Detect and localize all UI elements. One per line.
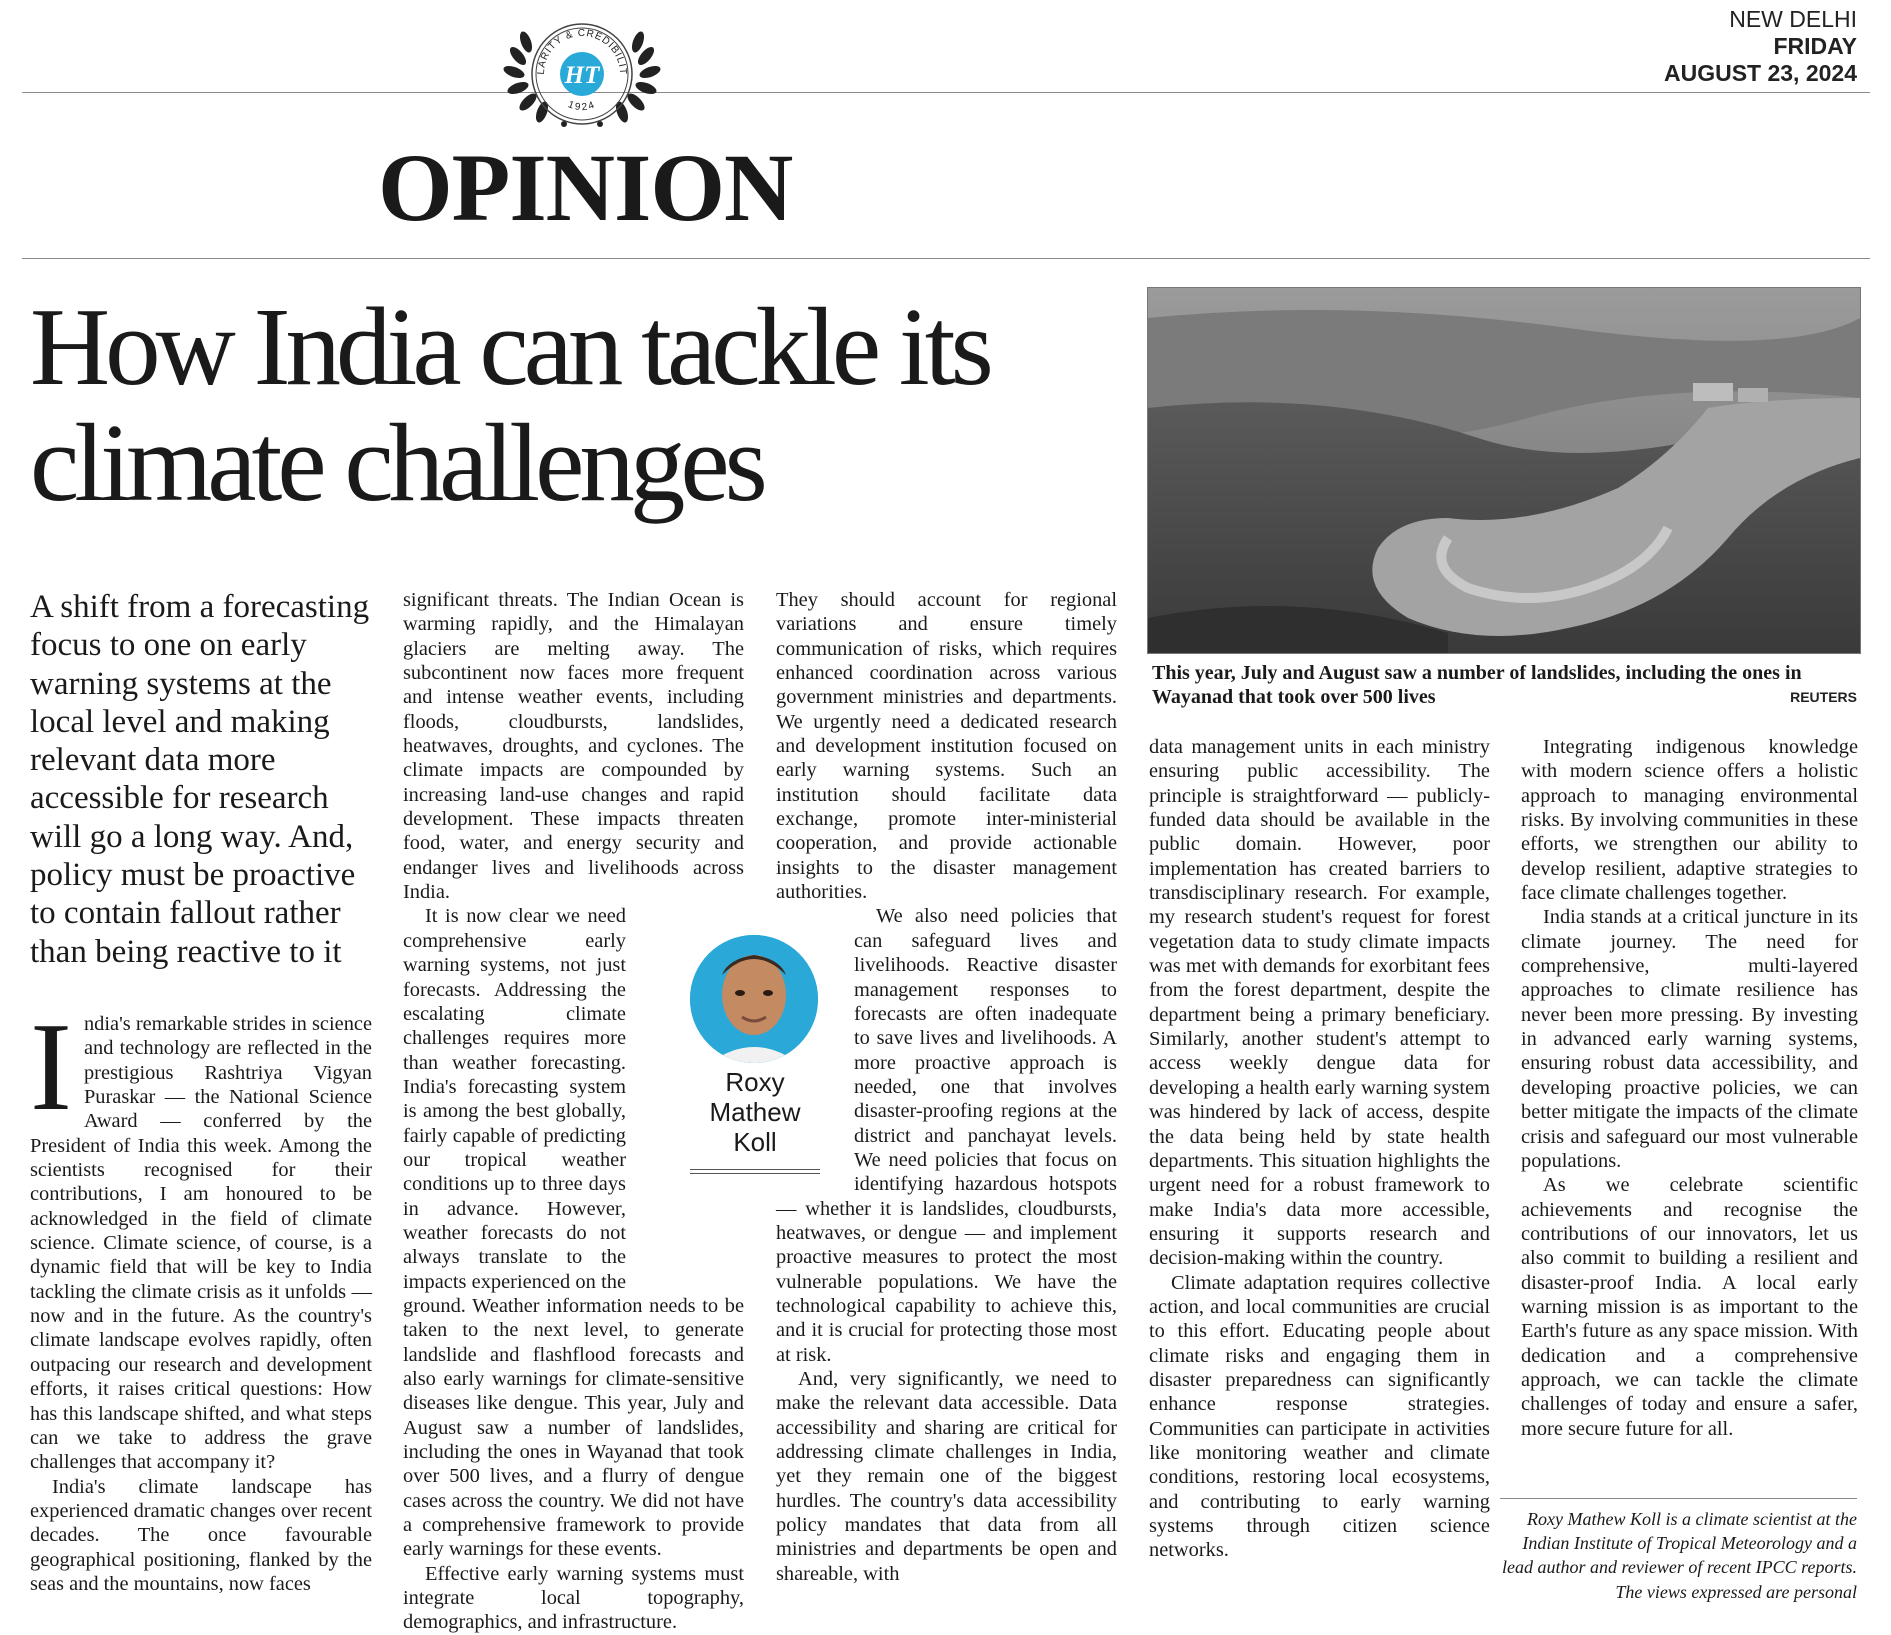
paragraph: significant threats. The Indian Ocean is warming rapidly, and the Himalayan glaciers are melting away. The subcontinent now faces more frequent and intense weather events, including floods, cloudbursts, landslides, heatwaves, droughts, and cyclones. The climate impacts are compounded by increasing land-use changes and rapid development. These impacts threaten food, water, and energy security and endanger lives and livelihoods across India. xyxy=(403,589,744,904)
dateline-city: NEW DELHI xyxy=(1729,6,1857,32)
standfirst: A shift from a forecasting focus to one on early warning systems at the local level and making relevant data more accessible for research will go a long way. And, policy must be proactive to contain fallout rather than being reactive to it xyxy=(30,589,370,970)
headline: How India can tackle its climate challenges xyxy=(30,286,989,525)
author-name-line: Mathew xyxy=(709,1097,801,1127)
author-name-line: Roxy xyxy=(725,1067,785,1097)
paragraph: India stands at a critical juncture in its climate journey. The need for comprehensive, multi-layered approaches to climate resilience has never been more pressing. By investing in advanced early warning systems, ensuring robust data accessibility, and developing proactive policies, we can better mitigate the impacts of the climate crisis and safeguard our most vulnerable populations. xyxy=(1521,906,1858,1172)
paragraph: As we celebrate scientific achievements and recognise the contributions of our innovators, let us also commit to building a resilient and disaster-proof India. A local early warning mission is as important to the Earth's future as any space mission. With dedication and a comprehensive approach, we can tackle the climate challenges of today and ensure a safer, more secure future for all. xyxy=(1521,1174,1858,1440)
body-column-4 xyxy=(1149,735,1490,1563)
svg-text:CLARITY & CREDIBILITY: LARITY & CREDIBILIT xyxy=(535,28,629,76)
author-bio: Roxy Mathew Koll is a climate scientist at the Indian Institute of Tropical Meteorology and a lead author and reviewer of recent IPCC reports. The views expressed are personal xyxy=(1500,1498,1857,1604)
photo-caption: This year, July and August saw a number of landslides, including the ones in Wayanad that took over 500 lives xyxy=(1152,662,1802,708)
paragraph: And, very significantly, we need to make the relevant data accessible. Data accessibility and sharing are critical for addressing climate challenges in India, yet they remain one of the biggest hurdles. The country's data accessibility policy mandates that data from all ministries and departments be open and shareable, with xyxy=(776,1368,1117,1585)
ht-emblem-logo xyxy=(484,12,680,136)
dateline xyxy=(1664,6,1857,87)
section-title: OPINION xyxy=(378,134,793,241)
dateline-day: FRIDAY xyxy=(1773,33,1857,59)
author-rule xyxy=(690,1169,820,1170)
paragraph: Effective early warning systems must integrate local topography, demographics, and infrastructure. xyxy=(403,1562,744,1634)
paragraph: data management units in each ministry ensuring public accessibility. The principle is straightforward — publicly-funded data should be available in the public domain. However, poor implementation has created barriers to transdisciplinary research. For example, my research student's request for forest vegetation data to study climate impacts was met with demands for exorbitant fees from the forest department, despite the department being a primary beneficiary. Similarly, another student's attempt to access weekly dengue data for developing a health early warning system was hindered by lack of access, despite the data being held by state health departments. This situation highlights the urgent need for a robust framework to make India's data more accessible, ensuring it supports research and decision-making within the country. xyxy=(1149,736,1490,1270)
paragraph: Climate adaptation requires collective action, and local communities are crucial to this effort. Educating people about climate risks and engaging them in disaster preparedness can significantly enhance response strategies. Communities can participate in activities like monitoring weather and climate conditions, restoring local ecosystems, and contributing to early warning systems through citizen science networks. xyxy=(1149,1271,1490,1562)
photo-credit: REUTERS xyxy=(1790,689,1857,705)
paragraph: They should account for regional variations and ensure timely communication of risks, which requires enhanced coordination across various government ministries and departments. We urgently need a dedicated research and development institution focused on early warning systems. Such an institution should facilitate data exchange, promote inter-ministerial cooperation, and provide actionable insights to the disaster management authorities. xyxy=(776,589,1117,904)
author-photo xyxy=(690,935,818,1063)
landslide-photo xyxy=(1147,287,1861,654)
paragraph: ndia's remarkable strides in science and technology are reflected in the prestigious Rashtriya Vigyan Puraskar — the National Science Award — conferred by the President of India this week. Among the scientists recognised for their contributions, I am honoured to be acknowledged in the field of climate science. Climate science, of course, is a dynamic field that will be key to India tackling the climate crisis as it unfolds — now and in the future. As the country's climate landscape evolves rapidly, often outpacing our research and development efforts, it raises critical questions: How has this landscape shifted, and what steps can we take to address the grave challenges that accompany it? xyxy=(30,1013,372,1474)
paragraph-text: We also need policies that can safeguard lives and livelihoods. Reactive disaster management responses to forecasts are often inadequate to save lives and livelihoods. A more proactive approach is needed, one that involves disaster-proofing regions at the district and panchayat levels. We need policies that focus on identifying hazardous hotspots — whether it is landslides, cloudbursts, heatwaves, or dengue — and implement proactive measures to protect the most vulnerable populations. We have the technological capability to achieve this, and it is crucial for protecting those most at risk. xyxy=(776,905,1117,1366)
author-name-line: Koll xyxy=(733,1127,777,1157)
top-rule xyxy=(22,92,1870,93)
paragraph-text: It is now clear we need comprehensive early warning systems, not just forecasts. Addressing the escalating climate challenges requires more than weather forecasting. India's forecasting system is among the best globally, fairly capable of predicting our tropical weather conditions up to three days in advance. However, weather forecasts do not always translate to the impacts experienced on the ground. Weather information needs to be taken to the next level, to generate landslide and flashflood forecasts and also early warnings for climate-sensitive diseases like dengue. This year, July and August saw a number of landslides, including the ones in Wayanad that took over 500 lives, and a flurry of dengue cases across the country. We did not have a comprehensive framework to provide early warnings for these events. xyxy=(403,905,744,1561)
author-name xyxy=(690,1067,820,1157)
svg-text:1924: 1924 xyxy=(566,99,598,114)
svg-text:HT: HT xyxy=(564,62,600,89)
dateline-date: AUGUST 23, 2024 xyxy=(1663,60,1857,86)
paragraph: Integrating indigenous knowledge with modern science offers a holistic approach to managing environmental risks. By involving communities in these efforts, we strengthen our ability to develop resilient, adaptive strategies to face climate challenges together. xyxy=(1521,736,1858,905)
paragraph: India's climate landscape has experienced dramatic changes over recent decades. The once favourable geographical positioning, flanked by the seas and the mountains, now faces xyxy=(30,1475,372,1595)
dropcap: I xyxy=(30,998,72,1137)
author-box xyxy=(690,935,840,1180)
body-column-5 xyxy=(1521,735,1858,1441)
author-rule xyxy=(690,1173,820,1174)
body-column-1 xyxy=(30,998,372,1596)
section-rule xyxy=(22,258,1870,259)
